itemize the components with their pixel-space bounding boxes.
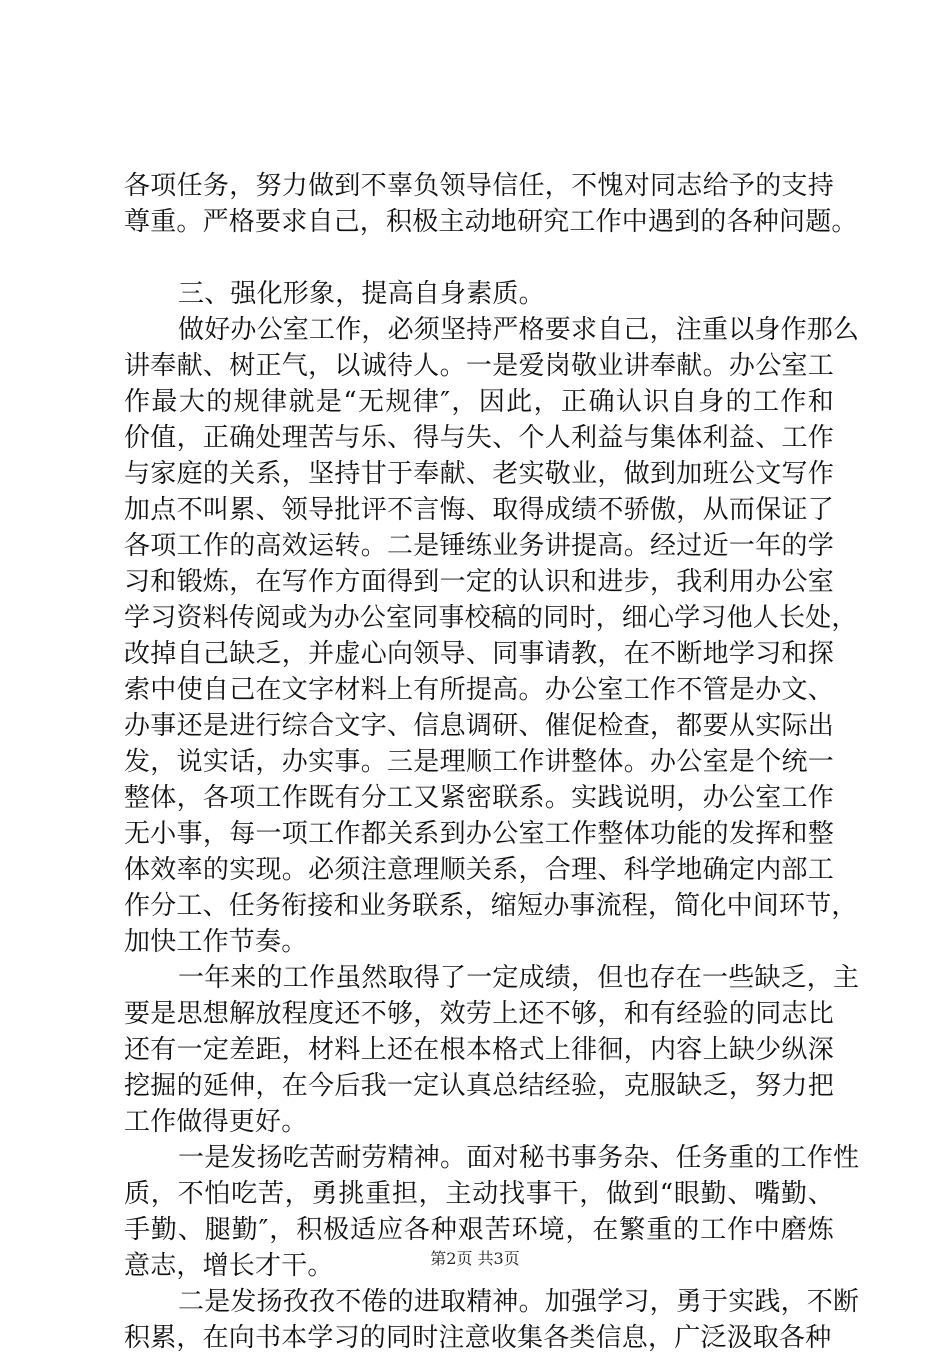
paragraph [124,960,860,1140]
text-line: 作分工、任务衔接和业务联系，缩短办事流程，简化中间环节， [124,891,858,921]
text-line: 体效率的实现。必须注意理顺关系，合理、科学地确定内部工 [124,855,834,885]
text-line: 改掉自己缺乏，并虚心向领导、同事请教，在不断地学习和探 [124,639,834,669]
text-line: 索中使自己在文字材料上有所提高。办公室工作不管是办文、 [124,675,834,705]
paragraph [124,1284,860,1356]
page-number-footer: 第2页 共3页 [430,1249,520,1268]
text-line: 整体，各项工作既有分工又紧密联系。实践说明，办公室工作 [124,783,834,813]
text-line: 学习资料传阅或为办公室同事校稿的同时，细心学习他人长处， [124,603,858,633]
text-line: 加快工作节奏。 [124,927,308,957]
text-line: 积累，在向书本学习的同时注意收集各类信息，广泛汲取各种 [124,1323,832,1353]
text-line: 要是思想解放程度还不够，效劳上还不够，和有经验的同志比 [124,999,834,1029]
paragraph [124,168,858,240]
text-line: 一年来的工作虽然取得了一定成绩，但也存在一些缺乏，主 [178,963,860,993]
text-line: 发，说实话，办实事。三是理顺工作讲整体。办公室是个统一 [124,747,834,777]
paragraph [124,276,834,312]
text-line: 习和锻炼，在写作方面得到一定的认识和进步，我利用办公室 [124,567,834,597]
text-line: 手勤、腿勤″，积极适应各种艰苦环境，在繁重的工作中磨炼 [124,1215,834,1245]
text-line: 讲奉献、树正气，以诚待人。一是爱岗敬业讲奉献。办公室工 [124,351,834,381]
text-line: 与家庭的关系，坚持甘于奉献、老实敬业，做到加班公文写作 [124,459,834,489]
text-line: 作最大的规律就是“无规律″，因此，正确认识自身的工作和 [124,387,834,417]
paragraph-spacer [124,240,834,276]
text-line: 加点不叫累、领导批评不言悔、取得成绩不骄傲，从而保证了 [124,495,834,525]
text-line: 无小事，每一项工作都关系到办公室工作整体功能的发挥和整 [124,819,834,849]
text-line: 二是发扬孜孜不倦的进取精神。加强学习，勇于实践，不断 [178,1287,860,1317]
text-line: 各项工作的高效运转。二是锤练业务讲提高。经过近一年的学 [124,531,834,561]
text-line: 价值，正确处理苦与乐、得与失、个人利益与集体利益、工作 [124,423,834,453]
text-line: 工作做得更好。 [124,1107,308,1137]
paragraph [124,312,860,960]
text-line: 挖掘的延伸，在今后我一定认真总结经验，克服缺乏，努力把 [124,1071,834,1101]
text-line: 一是发扬吃苦耐劳精神。面对秘书事务杂、任务重的工作性 [178,1143,860,1173]
text-line: 办事还是进行综合文字、信息调研、催促检查，都要从实际出 [124,711,834,741]
text-line: 质，不怕吃苦，勇挑重担，主动找事干，做到“眼勤、嘴勤、 [124,1179,834,1209]
text-line: 做好办公室工作，必须坚持严格要求自己，注重以身作那么 [178,315,860,345]
text-line: 三、强化形象，提高自身素质。 [178,279,545,309]
text-line: 尊重。严格要求自己，积极主动地研究工作中遇到的各种问题。 [124,207,858,237]
text-line: 各项任务，努力做到不辜负领导信任，不愧对同志给予的支持 [124,171,834,201]
text-line: 还有一定差距，材料上还在根本格式上徘徊，内容上缺少纵深 [124,1035,834,1065]
document-body [124,168,860,1356]
text-line: 意志，增长才干。 [124,1251,334,1281]
